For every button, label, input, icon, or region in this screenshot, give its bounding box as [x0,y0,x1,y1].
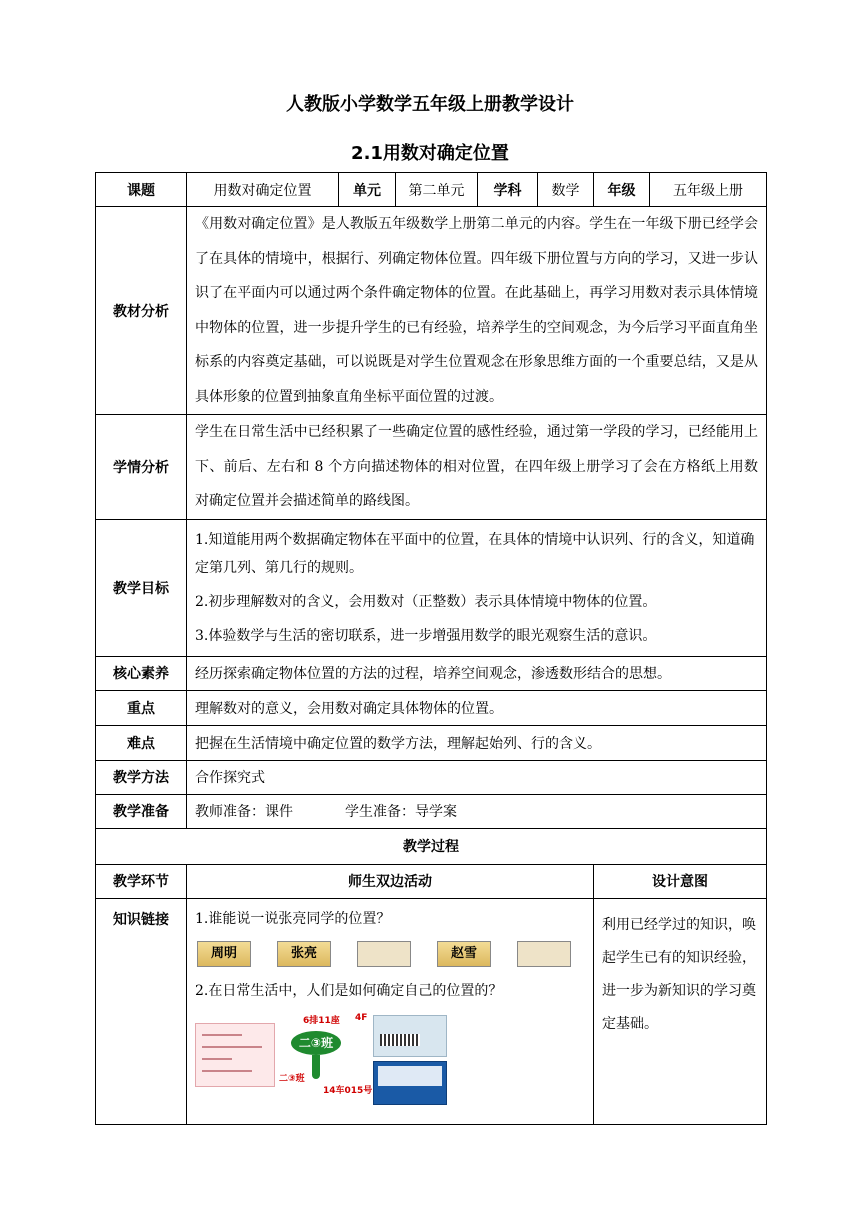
barcode-icon [380,1034,420,1046]
name-card-empty [517,941,571,967]
activity-cell [187,898,594,1124]
subject-value: 数学 [538,173,594,207]
intent-text: 利用已经学过的知识，唤起学生已有的知识经验，进一步为新知识的学习奠定基础。 [594,898,767,1124]
stage-column-header: 教学环节 [96,864,187,898]
seat-names-row [197,941,585,967]
header-row [96,173,767,207]
key-point-label: 重点 [96,690,187,725]
lesson-plan-table [95,172,767,1125]
seat-label: 6排11座 [303,1015,340,1026]
position-examples-image [195,1009,451,1105]
subject-label: 学科 [478,173,538,207]
core-literacy-label: 核心素养 [96,656,187,690]
train-ticket-image [373,1061,447,1105]
name-card: 张亮 [277,941,331,967]
floor-label: 4F [355,1012,368,1023]
intent-column-header: 设计意图 [594,864,767,898]
teacher-preparation: 教师准备：课件 [195,804,293,820]
objectives-row [96,519,767,656]
material-analysis-label: 教材分析 [96,207,187,415]
material-analysis-row [96,207,767,415]
key-point-text: 理解数对的意义，会用数对确定具体物体的位置。 [187,690,767,725]
key-point-row [96,690,767,725]
objective-item: 3.体验数学与生活的密切联系，进一步增强用数学的眼光观察生活的意识。 [195,627,657,644]
class-sign: 二③班 [291,1031,341,1055]
train-seat-label: 14车015号 [323,1085,373,1096]
objectives-list [187,519,767,656]
lesson-subtitle: 2.1用数对确定位置 [351,143,509,164]
topic-label: 课题 [96,173,187,207]
objective-item: 2.初步理解数对的含义，会用数对（正整数）表示具体情境中物体的位置。 [195,593,657,610]
method-label: 教学方法 [96,760,187,794]
difficulty-text: 把握在生活情境中确定位置的数学方法，理解起始列、行的含义。 [187,725,767,760]
exam-ticket-image [373,1015,447,1057]
difficulty-row [96,725,767,760]
question-2: 2.在日常生活中，人们是如何确定自己的位置的？ [195,982,503,999]
objectives-label: 教学目标 [96,519,187,656]
question-1: 1.谁能说一说张亮同学的位置？ [195,910,391,927]
class-sign-pole [312,1055,320,1079]
cinema-ticket-image [195,1023,275,1087]
material-analysis-text: 《用数对确定位置》是人教版五年级数学上册第二单元的内容。学生在一年级下册已经学会了在具体的情境中，根据行、列确定物体位置。四年级下册位置与方向的学习，又进一步认识了在平面内可以通过两个条件确定物体的位置。在此基础上，再学习用数对表示具体情境中物体的位置，进一步提升学生的已有经验，培养学生的空间观念，为今后学习平面直角坐标系的内容奠定基础，可以说既是对学生位置观念在形象思维方面的一个重要总结，又是从具体形象的位置到抽象直角坐标平面位置的过渡。 [187,207,767,415]
student-analysis-text: 学生在日常生活中已经积累了一些确定位置的感性经验，通过第一学段的学习，已经能用上下、前后、左右和 8 个方向描述物体的相对位置，在四年级上册学习了会在方格纸上用数对确定位置并会描述简单的路线图。 [187,415,767,520]
method-text: 合作探究式 [187,760,767,794]
core-literacy-row [96,656,767,690]
process-title-row [96,828,767,864]
document-title: 人教版小学数学五年级上册教学设计 [286,94,574,115]
preparation-row [96,794,767,828]
student-preparation: 学生准备：导学案 [345,804,457,820]
topic-value: 用数对确定位置 [187,173,339,207]
core-literacy-text: 经历探索确定物体位置的方法的过程，培养空间观念，渗透数形结合的思想。 [187,656,767,690]
difficulty-label: 难点 [96,725,187,760]
knowledge-link-row [96,898,767,1124]
student-analysis-label: 学情分析 [96,415,187,520]
activity-column-header: 师生双边活动 [187,864,594,898]
process-header-row [96,864,767,898]
unit-label: 单元 [339,173,396,207]
name-card: 周明 [197,941,251,967]
class-sign-small-label: 二③班 [279,1073,305,1084]
name-card: 赵雪 [437,941,491,967]
student-analysis-row [96,415,767,520]
objective-item: 1.知道能用两个数据确定物体在平面中的位置，在具体的情境中认识列、行的含义，知道确定第几列、第几行的规则。 [195,531,755,576]
method-row [96,760,767,794]
name-card-empty [357,941,411,967]
preparation-cell [187,794,767,828]
grade-value: 五年级上册 [650,173,767,207]
grade-label: 年级 [594,173,650,207]
unit-value: 第二单元 [396,173,478,207]
stage-knowledge-link: 知识链接 [96,898,187,1124]
preparation-label: 教学准备 [96,794,187,828]
process-title: 教学过程 [96,828,767,864]
